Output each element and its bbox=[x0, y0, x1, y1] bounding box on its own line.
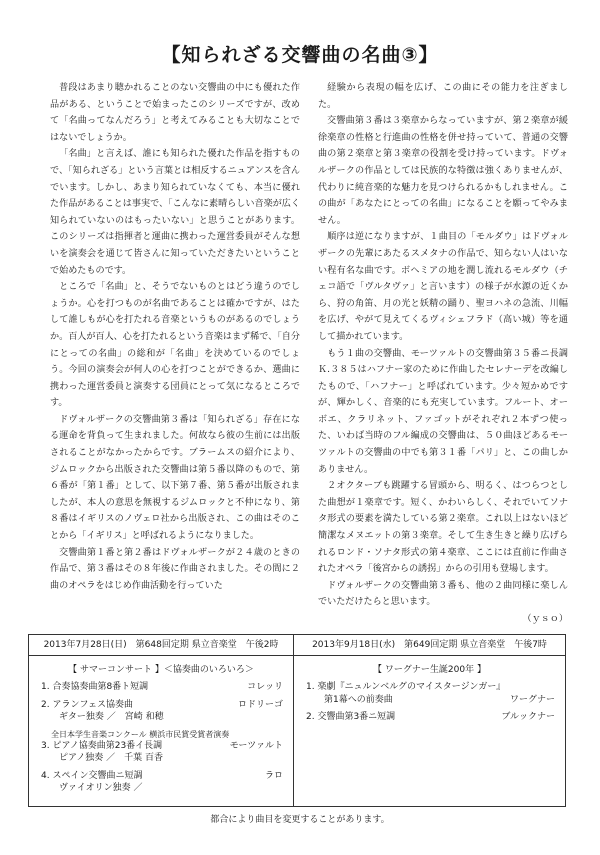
concert-header: 2013年7月28日(日) 第648回定期 県立音楽堂 午後2時 bbox=[29, 635, 293, 656]
article-left-column bbox=[50, 80, 300, 594]
soloist: ヴァイオリン独奏 ／ bbox=[59, 783, 143, 793]
footer-note: 都合により曲目を変更することがあります。 bbox=[210, 815, 390, 825]
article-paragraph: もう１曲の交響曲、モーツァルトの交響曲第３５番ニ長調Ｋ.３８５はハフナー家のために作曲したセレナーデを改編したもので、「ハフナー」と呼ばれています。少々短かめですが、輝かしく、音楽的にも充実しています。フルート、オーボエ、クラリネット、ファゴットがそれぞれ２本ずつ使った、いわば当時のフル編成の交響曲は、５０曲ほどあるモーツァルトの交響曲の中でも第３１番「パリ」と、この曲しかありません。 bbox=[318, 348, 568, 475]
soloist: ピアノ独奏 ／ 千葉 百香 bbox=[59, 753, 164, 763]
program-item bbox=[29, 699, 293, 724]
concert-subtitle: 【 サマーコンサート 】＜協奏曲のいろいろ＞ bbox=[68, 665, 254, 675]
soloist: ギター独奏 ／ 宮崎 和穂 bbox=[59, 712, 164, 722]
award-note: 全日本学生音楽コンクール 横浜市民賞受賞者演奏 bbox=[51, 729, 230, 739]
article-paragraph: ドヴォルザークの交響曲第３番は「知られざる」存在になる運命を背負って生まれました。何故なら彼の生前には出版されることがなかったからです。ブラームスの紹介により、ジムロックから出版された交響曲は第５番以降のもので、第６番が「第１番」として、以下第７番、第５番が出版されましたが、本人の意思を無視するジムロックと不仲になり、第８番はイギリスのノヴェロ社から出版され、この曲はそのことから「イギリス」と呼ばれるようになりました。 bbox=[50, 414, 300, 542]
article-paragraph: 経験から表現の幅を広げ、この曲にその能力を注ぎました。 bbox=[318, 83, 568, 110]
piece-title: 4. スペイン交響曲ニ短調 bbox=[41, 770, 143, 781]
article-paragraph: 普段はあまり聴かれることのない交響曲の中にも優れた作品がある、ということで始まったこのシリーズですが、改めて「名曲ってなんだろう」と考えてみることも大切なことではないでしょうか。 bbox=[50, 83, 300, 143]
piece-title: 3. ピアノ協奏曲第23番イ長調 bbox=[41, 740, 163, 751]
piece-title: 2. 交響曲第3番ニ短調 bbox=[306, 712, 396, 722]
article-paragraph: ２オクターブも跳躍する冒頭から、明るく、はつらつとした曲想が１楽章です。短く、かわいらしく、それでいてソナタ形式の要素を満たしている第２楽章。これ以上はないほど簡潔なメヌエットの第３楽章。そして生き生きと繰り広げられるロンド・ソナタ形式の第４楽章、ここには直前に作曲されたオペラ「後宮からの誘拐」からの引用も登場します。 bbox=[318, 481, 568, 575]
article-paragraph: 交響曲第１番と第２番はドヴォルザークが２４歳のときの作品で、第３番はその８年後に作曲されました。その間に２曲のオペラをはじめ作曲活動を行っていた bbox=[50, 547, 300, 591]
program-item bbox=[29, 740, 293, 765]
piece-title: 1. 合奏協奏曲第8番ト短調 bbox=[41, 682, 149, 692]
piece-title: 1. 楽劇『ニュルンベルグのマイスタージンガー』 bbox=[306, 682, 506, 692]
author-signature: （ｙｓｏ） bbox=[522, 614, 568, 624]
concert-subtitle: 【 ワーグナー生誕200年 】 bbox=[373, 665, 486, 675]
concert-header: 2013年9月18日(水) 第649回定期 県立音楽堂 午後7時 bbox=[294, 635, 565, 656]
composer: ワーグナー bbox=[509, 694, 555, 705]
composer: ブルックナー bbox=[501, 712, 555, 722]
article-right-column bbox=[318, 80, 568, 628]
article-paragraph: 順序は逆になりますが、１曲目の「モルダウ」はドヴォルザークの先輩にあたるスメタナの作品で、知らない人はいない程有名な曲です。ボヘミアの地を潤し流れるモルダウ（チェコ語で「ヴルタヴァ」と言います）の様子が水源の近くから、狩の角笛、月の光と妖精の踊り、聖ヨハネの急流、川幅を広げ、やがて見えてくるヴィシェフラド（高い城）等を通して描かれています。 bbox=[318, 232, 568, 342]
program-item bbox=[294, 681, 565, 706]
piece-title: 2. アランフェス協奏曲 bbox=[41, 699, 133, 710]
article-paragraph: 交響曲第３番は３楽章からなっていますが、第２楽章が緩徐楽章の性格と行進曲の性格を併せ持っていて、普通の交響曲の第２楽章と第３楽章の役割を受け持っています。ドヴォルザークの作品としては民族的な特徴は強くありませんが、代わりに純音楽的な魅力を見つけられるかもしれません。この曲が「あなたにとっての名曲」になることを願ってやみません。 bbox=[318, 116, 568, 226]
article-paragraph: 「名曲」と言えば、誰にも知られた優れた作品を指すもので、「知られざる」という言葉とは相反するニュアンスを含んでいます。しかし、あまり知られていなくても、本当に優れた作品があることは事実で、「こんなに素晴らしい音楽が広く知られていないのはもったいない」と思うことがあります。このシリーズは指揮者と運曲に携わった運営委員がそんな想いを演奏会を通じて皆さんに知っていただきたいということで始めたものです。 bbox=[50, 149, 300, 276]
program-item bbox=[29, 681, 293, 694]
piece-subtitle: 第1幕への前奏曲 bbox=[324, 694, 393, 705]
program-item bbox=[29, 770, 293, 795]
concert-program-right bbox=[294, 634, 566, 807]
composer: コレッリ bbox=[247, 682, 283, 692]
concert-program-left bbox=[28, 634, 294, 807]
article-paragraph: ドヴォルザークの交響曲第３番も、他の２曲同様に楽しんでいただけたらと思います。 bbox=[318, 580, 568, 608]
composer: モーツァルト bbox=[229, 740, 283, 751]
article-paragraph: ところで「名曲」と、そうでないものとはどう違うのでしょうか。心を打つものが名曲であることは確かですが、はたして誰しもが心を打たれる音楽というものがあるのでしょうか。百人が百人、心を打たれるという音楽はまず稀で、「自分にとっての名曲」の総和が「名曲」を決めているのでしょう。今回の演奏会が何人の心を打つことができるか、選曲に携わった運営委員と演奏する団員にとって気になるところです。 bbox=[50, 282, 300, 409]
program-item bbox=[294, 711, 565, 724]
composer: ラロ bbox=[264, 770, 283, 781]
composer: ロドリーゴ bbox=[237, 699, 283, 710]
page-title: 【知られざる交響曲の名曲③】 bbox=[161, 44, 439, 66]
